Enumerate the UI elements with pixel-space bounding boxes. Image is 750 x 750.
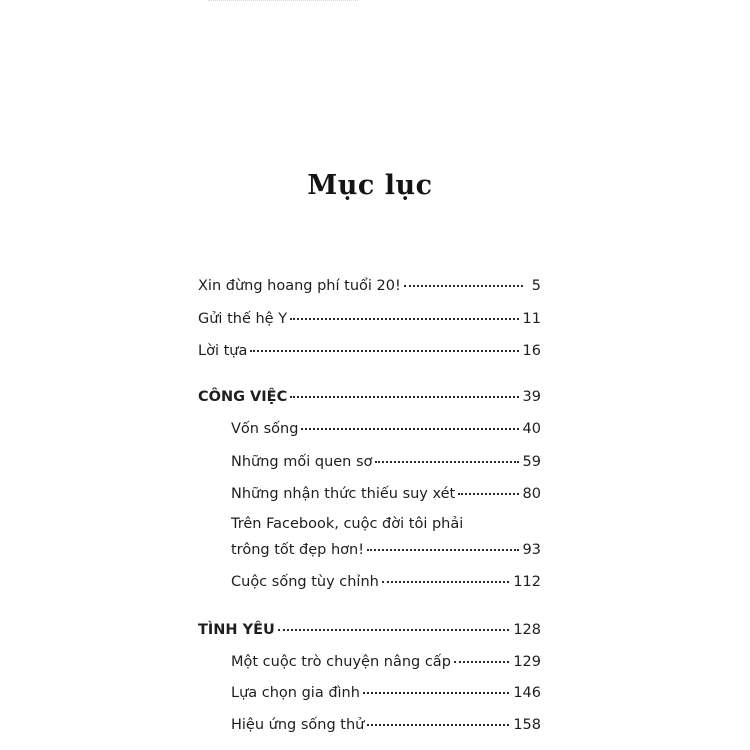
dot-leader <box>250 350 518 352</box>
top-edge-marks <box>208 0 358 5</box>
toc-subentry[interactable] <box>231 652 541 672</box>
dot-leader <box>290 318 519 320</box>
dot-leader <box>375 461 518 463</box>
toc-subentry[interactable] <box>231 452 541 472</box>
toc-entry-label-line2: trông tốt đẹp hơn! <box>231 542 365 558</box>
toc-entry-page: 93 <box>522 542 541 558</box>
dot-leader <box>363 692 509 694</box>
toc-entry-page: 40 <box>522 421 541 437</box>
dot-leader <box>367 549 518 551</box>
toc-entry-label: Xin đừng hoang phí tuổi 20! <box>198 278 401 294</box>
dot-leader <box>404 285 523 287</box>
toc-subentry[interactable] <box>231 683 541 703</box>
toc-entry-label: Những nhận thức thiếu suy xét <box>231 486 456 502</box>
toc-subentry[interactable] <box>231 540 541 560</box>
toc-entry-page: 5 <box>531 278 541 294</box>
dot-leader <box>301 428 518 430</box>
toc-entry-label-line1[interactable]: Trên Facebook, cuộc đời tôi phải <box>231 516 464 532</box>
toc-entry-page: 80 <box>522 486 541 502</box>
toc-section-page: 39 <box>522 389 541 405</box>
dot-leader <box>458 493 518 495</box>
dot-leader <box>278 629 510 631</box>
toc-section-cong-viec[interactable] <box>198 387 541 407</box>
toc-entry-label: Những mối quen sơ <box>231 454 373 470</box>
toc-subentry[interactable] <box>231 484 541 504</box>
toc-subentry[interactable] <box>231 419 541 439</box>
toc-entry-page: 129 <box>513 654 541 670</box>
dot-leader <box>367 724 509 726</box>
dot-leader <box>454 661 509 663</box>
toc-section-label: CÔNG VIỆC <box>198 389 288 405</box>
dot-leader <box>382 581 509 583</box>
toc-entry-page: 59 <box>522 454 541 470</box>
toc-entry-page: 158 <box>513 717 541 733</box>
toc-entry-page: 16 <box>522 343 541 359</box>
toc-entry-page: 11 <box>522 311 541 327</box>
dot-leader <box>290 396 518 398</box>
toc-entry-label: Lựa chọn gia đình <box>231 685 360 701</box>
toc-entry-front-3[interactable] <box>198 341 541 361</box>
toc-entry-front-2[interactable] <box>198 309 541 329</box>
toc-entry-page: 146 <box>513 685 541 701</box>
toc-entry-page: 112 <box>513 574 541 590</box>
toc-entry-label: Cuộc sống tùy chỉnh <box>231 574 379 590</box>
toc-section-page: 128 <box>513 622 541 638</box>
toc-subentry[interactable] <box>231 572 541 592</box>
toc-entry-front-1[interactable] <box>198 276 541 296</box>
toc-section-tinh-yeu[interactable] <box>198 620 541 640</box>
toc-subentry[interactable] <box>231 715 541 735</box>
toc-entry-label: Hiệu ứng sống thử <box>231 717 365 733</box>
toc-entry-label: Một cuộc trò chuyện nâng cấp <box>231 654 451 670</box>
toc-section-label: TÌNH YÊU <box>198 622 275 638</box>
toc-entry-label: Lời tựa <box>198 343 248 359</box>
page-title: Mục lục <box>307 170 433 201</box>
toc-entry-label: Gửi thế hệ Y <box>198 311 288 327</box>
toc-entry-label: Vốn sống <box>231 421 299 437</box>
